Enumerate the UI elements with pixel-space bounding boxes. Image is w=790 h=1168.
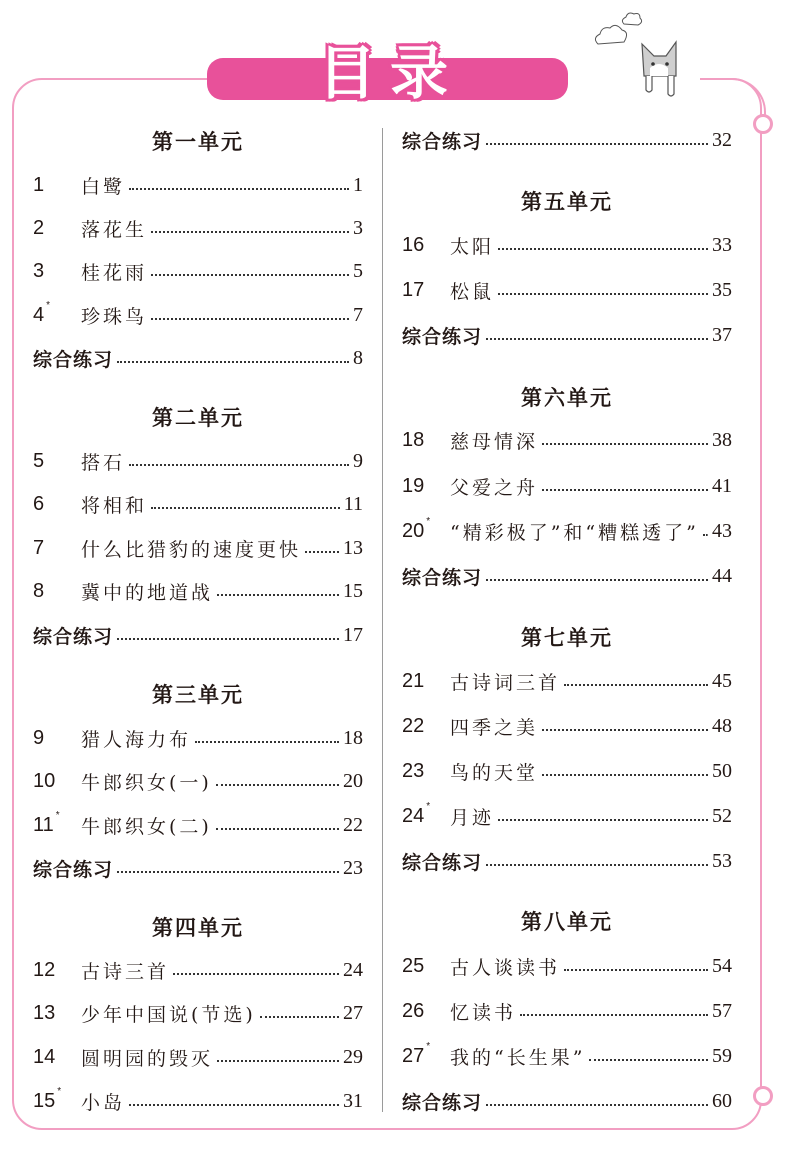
dot-leader xyxy=(260,1016,339,1018)
lesson-entry[interactable] xyxy=(33,723,363,753)
optional-star-mark: * xyxy=(426,515,431,527)
entry-title: 古诗三首 xyxy=(81,960,170,983)
lesson-number-text: 26 xyxy=(402,999,425,1022)
dot-leader xyxy=(542,774,708,776)
optional-star-mark: * xyxy=(426,1040,431,1052)
page-number: 13 xyxy=(343,536,363,559)
lesson-entry[interactable] xyxy=(33,1042,363,1072)
entry-title: 综合练习 xyxy=(33,858,114,881)
lesson-entry[interactable] xyxy=(33,446,363,476)
dot-leader xyxy=(542,729,708,731)
lesson-number xyxy=(33,1002,81,1025)
lesson-number xyxy=(33,260,81,283)
lesson-entry[interactable] xyxy=(33,300,363,330)
exercise-entry[interactable] xyxy=(402,1086,732,1116)
lesson-entry[interactable] xyxy=(33,998,363,1028)
entry-title: 忆读书 xyxy=(450,1001,517,1024)
lesson-entry[interactable] xyxy=(33,810,363,840)
lesson-number xyxy=(33,809,81,837)
dot-leader xyxy=(129,1104,339,1106)
lesson-number-text: 25 xyxy=(402,954,425,977)
exercise-entry[interactable] xyxy=(33,620,363,650)
page-number: 15 xyxy=(343,579,363,602)
ring-ornament-bottom xyxy=(753,1086,773,1106)
page-number: 41 xyxy=(712,474,732,497)
page-number: 23 xyxy=(343,856,363,879)
page-number: 7 xyxy=(353,303,363,326)
lesson-number xyxy=(33,1046,81,1069)
entry-title: 古人谈读书 xyxy=(450,956,561,979)
entry-title: 什么比猎豹的速度更快 xyxy=(81,538,302,561)
entry-title: 综合练习 xyxy=(402,566,483,589)
unit-heading: 第六单元 xyxy=(521,386,613,410)
lesson-entry[interactable] xyxy=(402,471,732,501)
exercise-entry[interactable] xyxy=(33,343,363,373)
lesson-entry[interactable] xyxy=(33,213,363,243)
page-number: 11 xyxy=(343,492,363,515)
page-number: 18 xyxy=(343,726,363,749)
entry-title: 将相和 xyxy=(81,494,148,517)
dot-leader xyxy=(117,638,339,640)
lesson-number xyxy=(402,1040,450,1068)
cloud-icon xyxy=(592,10,652,50)
page-number: 53 xyxy=(712,849,732,872)
lesson-number xyxy=(402,800,450,828)
lesson-number-text: 24 xyxy=(402,804,425,827)
ring-ornament-top xyxy=(753,114,773,134)
dot-leader xyxy=(520,1014,708,1016)
lesson-number-text: 27 xyxy=(402,1044,425,1067)
dot-leader xyxy=(498,293,708,295)
dot-leader xyxy=(216,828,339,830)
lesson-entry[interactable] xyxy=(402,425,732,455)
page-number: 17 xyxy=(343,623,363,646)
page-number: 38 xyxy=(712,428,732,451)
lesson-number-text: 10 xyxy=(33,769,56,792)
entry-title: 太阳 xyxy=(450,235,495,258)
lesson-number xyxy=(402,955,450,978)
entry-title: 珍珠鸟 xyxy=(81,305,148,328)
exercise-entry[interactable] xyxy=(402,125,732,155)
dot-leader xyxy=(564,684,708,686)
page-number: 27 xyxy=(343,1001,363,1024)
page-number: 52 xyxy=(712,804,732,827)
page-number: 37 xyxy=(712,323,732,346)
entry-title: 白鹭 xyxy=(81,175,126,198)
lesson-number xyxy=(402,279,450,302)
lesson-entry[interactable] xyxy=(402,951,732,981)
lesson-entry[interactable] xyxy=(402,275,732,305)
page-number: 22 xyxy=(343,813,363,836)
lesson-number-text: 13 xyxy=(33,1001,56,1024)
unit-heading: 第二单元 xyxy=(152,406,244,430)
optional-star-mark: * xyxy=(55,809,60,821)
page-number: 33 xyxy=(712,233,732,256)
page-number: 8 xyxy=(353,346,363,369)
dot-leader xyxy=(173,973,339,975)
entry-title: 父爱之舟 xyxy=(450,476,539,499)
entry-title: 综合练习 xyxy=(33,625,114,648)
page-number: 1 xyxy=(353,173,363,196)
dot-leader xyxy=(129,188,349,190)
entry-title: 牛郎织女(一) xyxy=(81,771,212,794)
entry-title: 松鼠 xyxy=(450,280,495,303)
dot-leader xyxy=(486,1104,708,1106)
lesson-number xyxy=(33,174,81,197)
page-number: 20 xyxy=(343,769,363,792)
entry-title: 月迹 xyxy=(450,806,495,829)
lesson-number-text: 2 xyxy=(33,216,45,239)
lesson-entry[interactable] xyxy=(402,756,732,786)
page-number: 54 xyxy=(712,954,732,977)
lesson-number xyxy=(402,234,450,257)
lesson-number-text: 21 xyxy=(402,669,425,692)
lesson-number-text: 17 xyxy=(402,278,425,301)
dot-leader xyxy=(486,338,708,340)
lesson-entry[interactable] xyxy=(33,533,363,563)
page-number: 45 xyxy=(712,669,732,692)
lesson-number-text: 9 xyxy=(33,726,45,749)
entry-title: 少年中国说(节选) xyxy=(81,1003,256,1026)
entry-title: 牛郎织女(二) xyxy=(81,815,212,838)
lesson-number xyxy=(33,493,81,516)
lesson-entry[interactable] xyxy=(402,516,732,546)
dot-leader xyxy=(216,784,339,786)
lesson-number-text: 12 xyxy=(33,958,56,981)
dot-leader xyxy=(498,248,708,250)
lesson-number xyxy=(33,450,81,473)
dot-leader xyxy=(703,534,708,536)
lesson-number-text: 22 xyxy=(402,714,425,737)
lesson-entry[interactable] xyxy=(33,170,363,200)
dot-leader xyxy=(305,551,339,553)
page-number: 43 xyxy=(712,519,732,542)
entry-title: 综合练习 xyxy=(402,851,483,874)
unit-heading: 第四单元 xyxy=(152,916,244,940)
entry-title: 我的“长生果” xyxy=(450,1046,586,1069)
lesson-number-text: 19 xyxy=(402,474,425,497)
dot-leader xyxy=(117,361,349,363)
lesson-entry[interactable] xyxy=(402,801,732,831)
page-number: 3 xyxy=(353,216,363,239)
lesson-entry[interactable] xyxy=(402,996,732,1026)
entry-title: 小岛 xyxy=(81,1091,126,1114)
optional-star-mark: * xyxy=(46,299,51,311)
entry-title: 桂花雨 xyxy=(81,261,148,284)
lesson-number xyxy=(402,670,450,693)
lesson-number-text: 15 xyxy=(33,1089,56,1112)
page-number: 60 xyxy=(712,1089,732,1112)
lesson-number xyxy=(402,760,450,783)
lesson-number xyxy=(402,475,450,498)
entry-title: 古诗词三首 xyxy=(450,671,561,694)
lesson-number xyxy=(33,217,81,240)
dot-leader xyxy=(542,443,708,445)
page-number: 24 xyxy=(343,958,363,981)
page-number: 5 xyxy=(353,259,363,282)
lesson-number-text: 6 xyxy=(33,492,45,515)
page-number: 35 xyxy=(712,278,732,301)
unit-heading: 第一单元 xyxy=(152,130,244,154)
unit-heading: 第五单元 xyxy=(521,190,613,214)
lesson-number-text: 14 xyxy=(33,1045,56,1068)
optional-star-mark: * xyxy=(426,800,431,812)
exercise-entry[interactable] xyxy=(402,561,732,591)
page-number: 57 xyxy=(712,999,732,1022)
dot-leader xyxy=(486,579,708,581)
lesson-number-text: 5 xyxy=(33,449,45,472)
dot-leader xyxy=(486,864,708,866)
entry-title: 四季之美 xyxy=(450,716,539,739)
page-number: 59 xyxy=(712,1044,732,1067)
page-number: 32 xyxy=(712,128,732,151)
lesson-number-text: 3 xyxy=(33,259,45,282)
lesson-number-text: 1 xyxy=(33,173,45,196)
dot-leader xyxy=(486,143,708,145)
exercise-entry[interactable] xyxy=(402,320,732,350)
lesson-entry[interactable] xyxy=(402,711,732,741)
entry-title: 冀中的地道战 xyxy=(81,581,214,604)
lesson-number xyxy=(33,727,81,750)
lesson-entry[interactable] xyxy=(33,1086,363,1116)
lesson-number-text: 23 xyxy=(402,759,425,782)
lesson-number xyxy=(33,580,81,603)
lesson-number xyxy=(402,715,450,738)
lesson-entry[interactable] xyxy=(402,1041,732,1071)
entry-title: 综合练习 xyxy=(33,348,114,371)
dot-leader xyxy=(589,1059,708,1061)
page-number: 31 xyxy=(343,1089,363,1112)
column-divider xyxy=(382,128,383,1112)
lesson-entry[interactable] xyxy=(33,576,363,606)
entry-title: 圆明园的毁灭 xyxy=(81,1047,214,1070)
page-number: 29 xyxy=(343,1045,363,1068)
lesson-number xyxy=(33,959,81,982)
page-number: 50 xyxy=(712,759,732,782)
lesson-entry[interactable] xyxy=(33,489,363,519)
dot-leader xyxy=(151,507,340,509)
page-number: 44 xyxy=(712,564,732,587)
lesson-number-text: 11 xyxy=(33,813,54,836)
lesson-number-text: 4 xyxy=(33,303,45,326)
lesson-number-text: 7 xyxy=(33,536,45,559)
exercise-entry[interactable] xyxy=(33,853,363,883)
lesson-number-text: 8 xyxy=(33,579,45,602)
dot-leader xyxy=(151,231,349,233)
lesson-number-text: 18 xyxy=(402,428,425,451)
dot-leader xyxy=(195,741,339,743)
dot-leader xyxy=(498,819,708,821)
exercise-entry[interactable] xyxy=(402,846,732,876)
lesson-number-text: 20 xyxy=(402,519,425,542)
lesson-number xyxy=(33,770,81,793)
entry-title: 落花生 xyxy=(81,218,148,241)
lesson-number xyxy=(402,429,450,452)
page-number: 48 xyxy=(712,714,732,737)
unit-heading: 第七单元 xyxy=(521,626,613,650)
dot-leader xyxy=(151,318,349,320)
dot-leader xyxy=(151,274,349,276)
entry-title: 鸟的天堂 xyxy=(450,761,539,784)
dot-leader xyxy=(129,464,349,466)
entry-title: 综合练习 xyxy=(402,130,483,153)
entry-title: 慈母情深 xyxy=(450,430,539,453)
entry-title: “精彩极了”和“糟糕透了” xyxy=(450,521,699,544)
lesson-number xyxy=(33,1085,81,1113)
lesson-number xyxy=(33,299,81,327)
entry-title: 综合练习 xyxy=(402,1091,483,1114)
lesson-entry[interactable] xyxy=(33,955,363,985)
lesson-number xyxy=(33,537,81,560)
lesson-entry[interactable] xyxy=(33,766,363,796)
lesson-number-text: 16 xyxy=(402,233,425,256)
page-number: 9 xyxy=(353,449,363,472)
dot-leader xyxy=(117,871,339,873)
lesson-entry[interactable] xyxy=(33,256,363,286)
page-title: 目录 xyxy=(318,39,463,107)
entry-title: 猎人海力布 xyxy=(81,728,192,751)
lesson-entry[interactable] xyxy=(402,230,732,260)
unit-heading: 第三单元 xyxy=(152,683,244,707)
lesson-number xyxy=(402,1000,450,1023)
dot-leader xyxy=(564,969,708,971)
optional-star-mark: * xyxy=(57,1085,62,1097)
lesson-entry[interactable] xyxy=(402,666,732,696)
unit-heading: 第八单元 xyxy=(521,910,613,934)
dot-leader xyxy=(542,489,708,491)
entry-title: 综合练习 xyxy=(402,325,483,348)
entry-title: 搭石 xyxy=(81,451,126,474)
dot-leader xyxy=(217,594,339,596)
lesson-number xyxy=(402,515,450,543)
dot-leader xyxy=(217,1060,339,1062)
